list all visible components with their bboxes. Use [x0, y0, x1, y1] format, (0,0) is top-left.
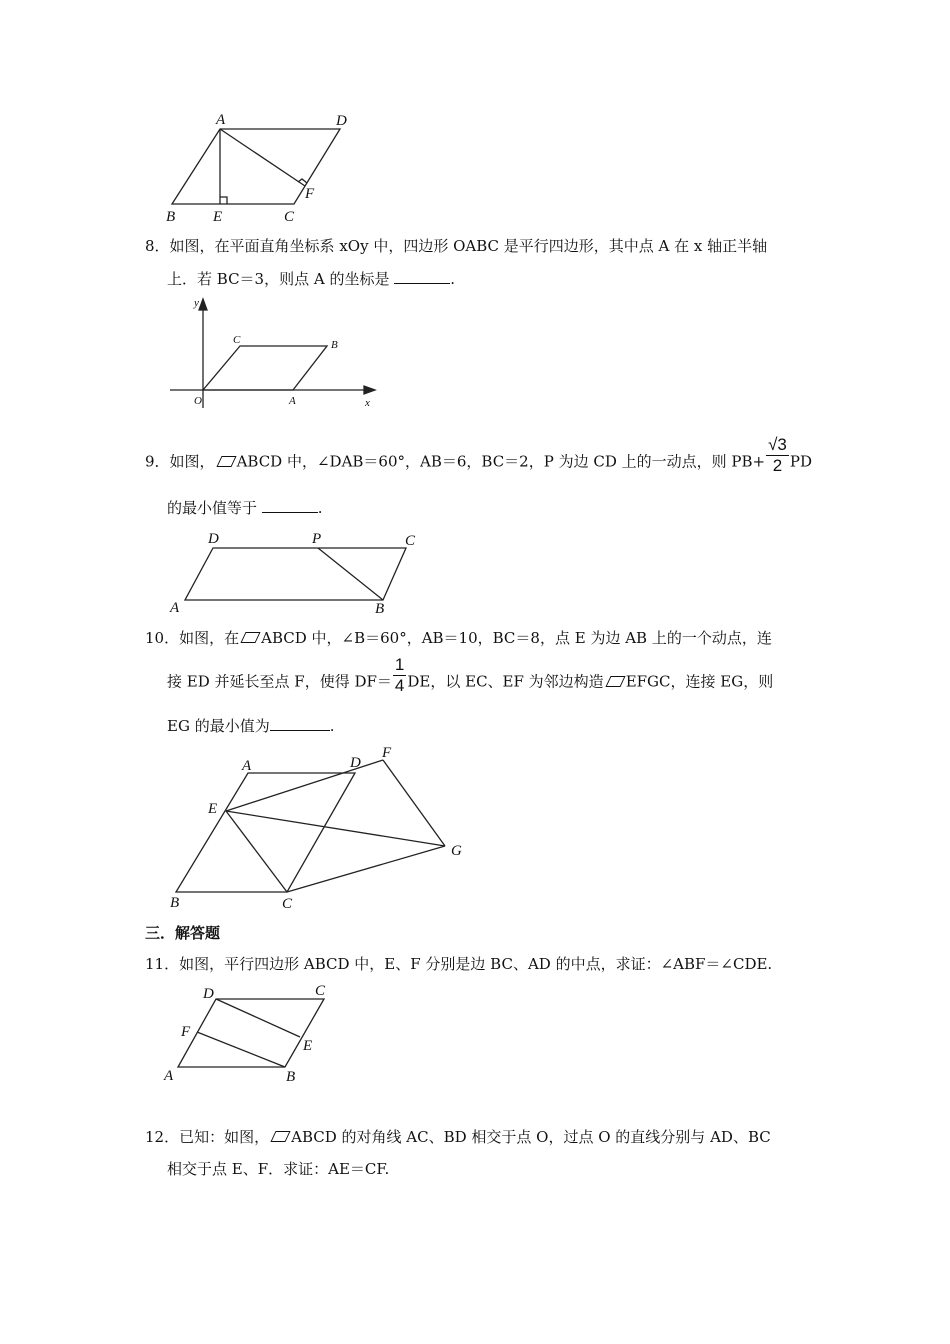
label-c: C [405, 533, 416, 549]
label-e: E [208, 801, 218, 817]
label-e: E [213, 209, 223, 225]
question-number: 12． [145, 1128, 180, 1146]
question-12-line-1: ABCD 的对角线 AC、BD 相交于点 O，过点 O 的直线分别与 AD、BC [291, 1128, 771, 1146]
label-y: y [194, 297, 199, 309]
parallelogram-symbol [241, 632, 261, 643]
figure-q9 [165, 525, 425, 620]
parallelogram-symbol [605, 676, 625, 687]
y-axis-arrow [199, 299, 207, 310]
figure-q8 [165, 296, 380, 411]
answer-blank[interactable] [262, 497, 318, 513]
label-c: C [315, 983, 326, 999]
question-8: 8．如图，在平面直角坐标系 xOy 中，四边形 OABC 是平行四边形，其中点 A 在 x 轴正半轴 上．若 BC＝3，则点 A 的坐标是 . [145, 237, 768, 288]
label-o: O [194, 395, 202, 407]
figure-q7 [160, 108, 360, 228]
label-f: F [382, 745, 392, 761]
segment-cg [287, 846, 445, 892]
label-c: C [282, 896, 293, 912]
question-number: 8． [145, 237, 170, 255]
question-number: 9． [145, 452, 170, 471]
label-d: D [208, 531, 219, 547]
question-10-line-3: EG 的最小值为 [167, 717, 270, 735]
parallelogram-abcd [172, 129, 340, 204]
label-b: B [331, 339, 338, 351]
fraction-sqrt3-over-2: $\frac{√3}{2}$ [768, 435, 787, 475]
label-a: A [289, 395, 296, 407]
label-b: B [166, 209, 176, 225]
label-b: B [170, 895, 180, 911]
x-axis-arrow [364, 386, 375, 394]
figure-q11 [158, 980, 338, 1085]
question-9: 9．如图， ABCD 中，∠DAB＝60°，AB＝6，BC＝2，P 为边 CD 上的一动点，则 PB+ $\frac{√3}{2}$ PD 的最小值等于 . [145, 435, 813, 517]
label-b: B [286, 1069, 296, 1085]
label-b: B [375, 601, 385, 617]
question-11 [145, 954, 810, 976]
question-10-line-2: 接 ED 并延长至点 F，使得 DF＝ [167, 672, 392, 691]
label-e: E [303, 1038, 313, 1054]
question-10-line-1: ABCD 中，∠B＝60°，AB＝10，BC＝8，点 E 为边 AB 上的一个动点，连 [261, 629, 772, 647]
label-c: C [284, 209, 295, 225]
label-f: F [305, 186, 315, 202]
label-a: A [216, 112, 226, 128]
question-11-text: 如图，平行四边形 ABCD 中，E、F 分别是边 BC、AD 的中点，求证：∠ABF＝∠CDE. [179, 955, 773, 973]
label-x: x [365, 397, 370, 409]
question-10: 10．如图，在 ABCD 中，∠B＝60°，AB＝10，BC＝8，点 E 为边 AB 上的一个动点，连 接 ED 并延长至点 F，使得 DF＝ $\frac{1}{4}$ DE，以 EC、EF 为邻边构造 EFGC，连接 EG，则 EG 的最小值为 . [145, 629, 774, 735]
question-12-line-2: 相交于点 E、F．求证：AE＝CF. [167, 1160, 390, 1178]
parallelogram-abcd [176, 773, 355, 892]
label-f: F [181, 1024, 191, 1040]
figure-q10 [160, 740, 480, 915]
segment-pb [318, 548, 383, 600]
segment-fg [383, 760, 445, 846]
label-d: D [336, 113, 347, 129]
segment-df [216, 999, 300, 1037]
label-p: P [312, 531, 322, 547]
fraction-1-over-4: $\frac{1}{4}$ [394, 655, 405, 695]
segment-af [220, 129, 305, 186]
label-d: D [350, 755, 361, 771]
label-g: G [451, 843, 462, 859]
question-8-line-2: 上．若 BC＝3，则点 A 的坐标是 [167, 270, 390, 288]
question-9-line-2: 的最小值等于 [167, 499, 258, 517]
right-angle-mark-e [220, 197, 227, 204]
question-number: 10． [145, 629, 180, 647]
label-a: A [242, 758, 252, 774]
label-a: A [170, 600, 180, 616]
question-12: 12．已知：如图， ABCD 的对角线 AC、BD 相交于点 O，过点 O 的直线分别与 AD、BC 相交于点 E、F．求证：AE＝CF. [145, 1128, 771, 1178]
question-8-line-1: 如图，在平面直角坐标系 xOy 中，四边形 OABC 是平行四边形，其中点 A 在 x 轴正半轴 [169, 237, 768, 255]
question-number: 11． [145, 955, 180, 973]
question-9-line-1: ABCD 中，∠DAB＝60°，AB＝6，BC＝2，P 为边 CD 上的一动点，则 PB+ [236, 452, 766, 471]
parallelogram-oabc [203, 346, 327, 390]
label-c: C [233, 334, 241, 346]
answer-blank[interactable] [270, 715, 330, 731]
segment-ec [226, 811, 287, 892]
answer-blank[interactable] [394, 268, 450, 284]
parallelogram-symbol [216, 456, 236, 467]
parallelogram-symbol [271, 1131, 291, 1142]
label-a: A [164, 1068, 174, 1084]
section-heading: 三．解答题 [145, 924, 221, 942]
label-d: D [203, 986, 214, 1002]
segment-fb [197, 1032, 285, 1067]
segment-eg [226, 811, 445, 846]
